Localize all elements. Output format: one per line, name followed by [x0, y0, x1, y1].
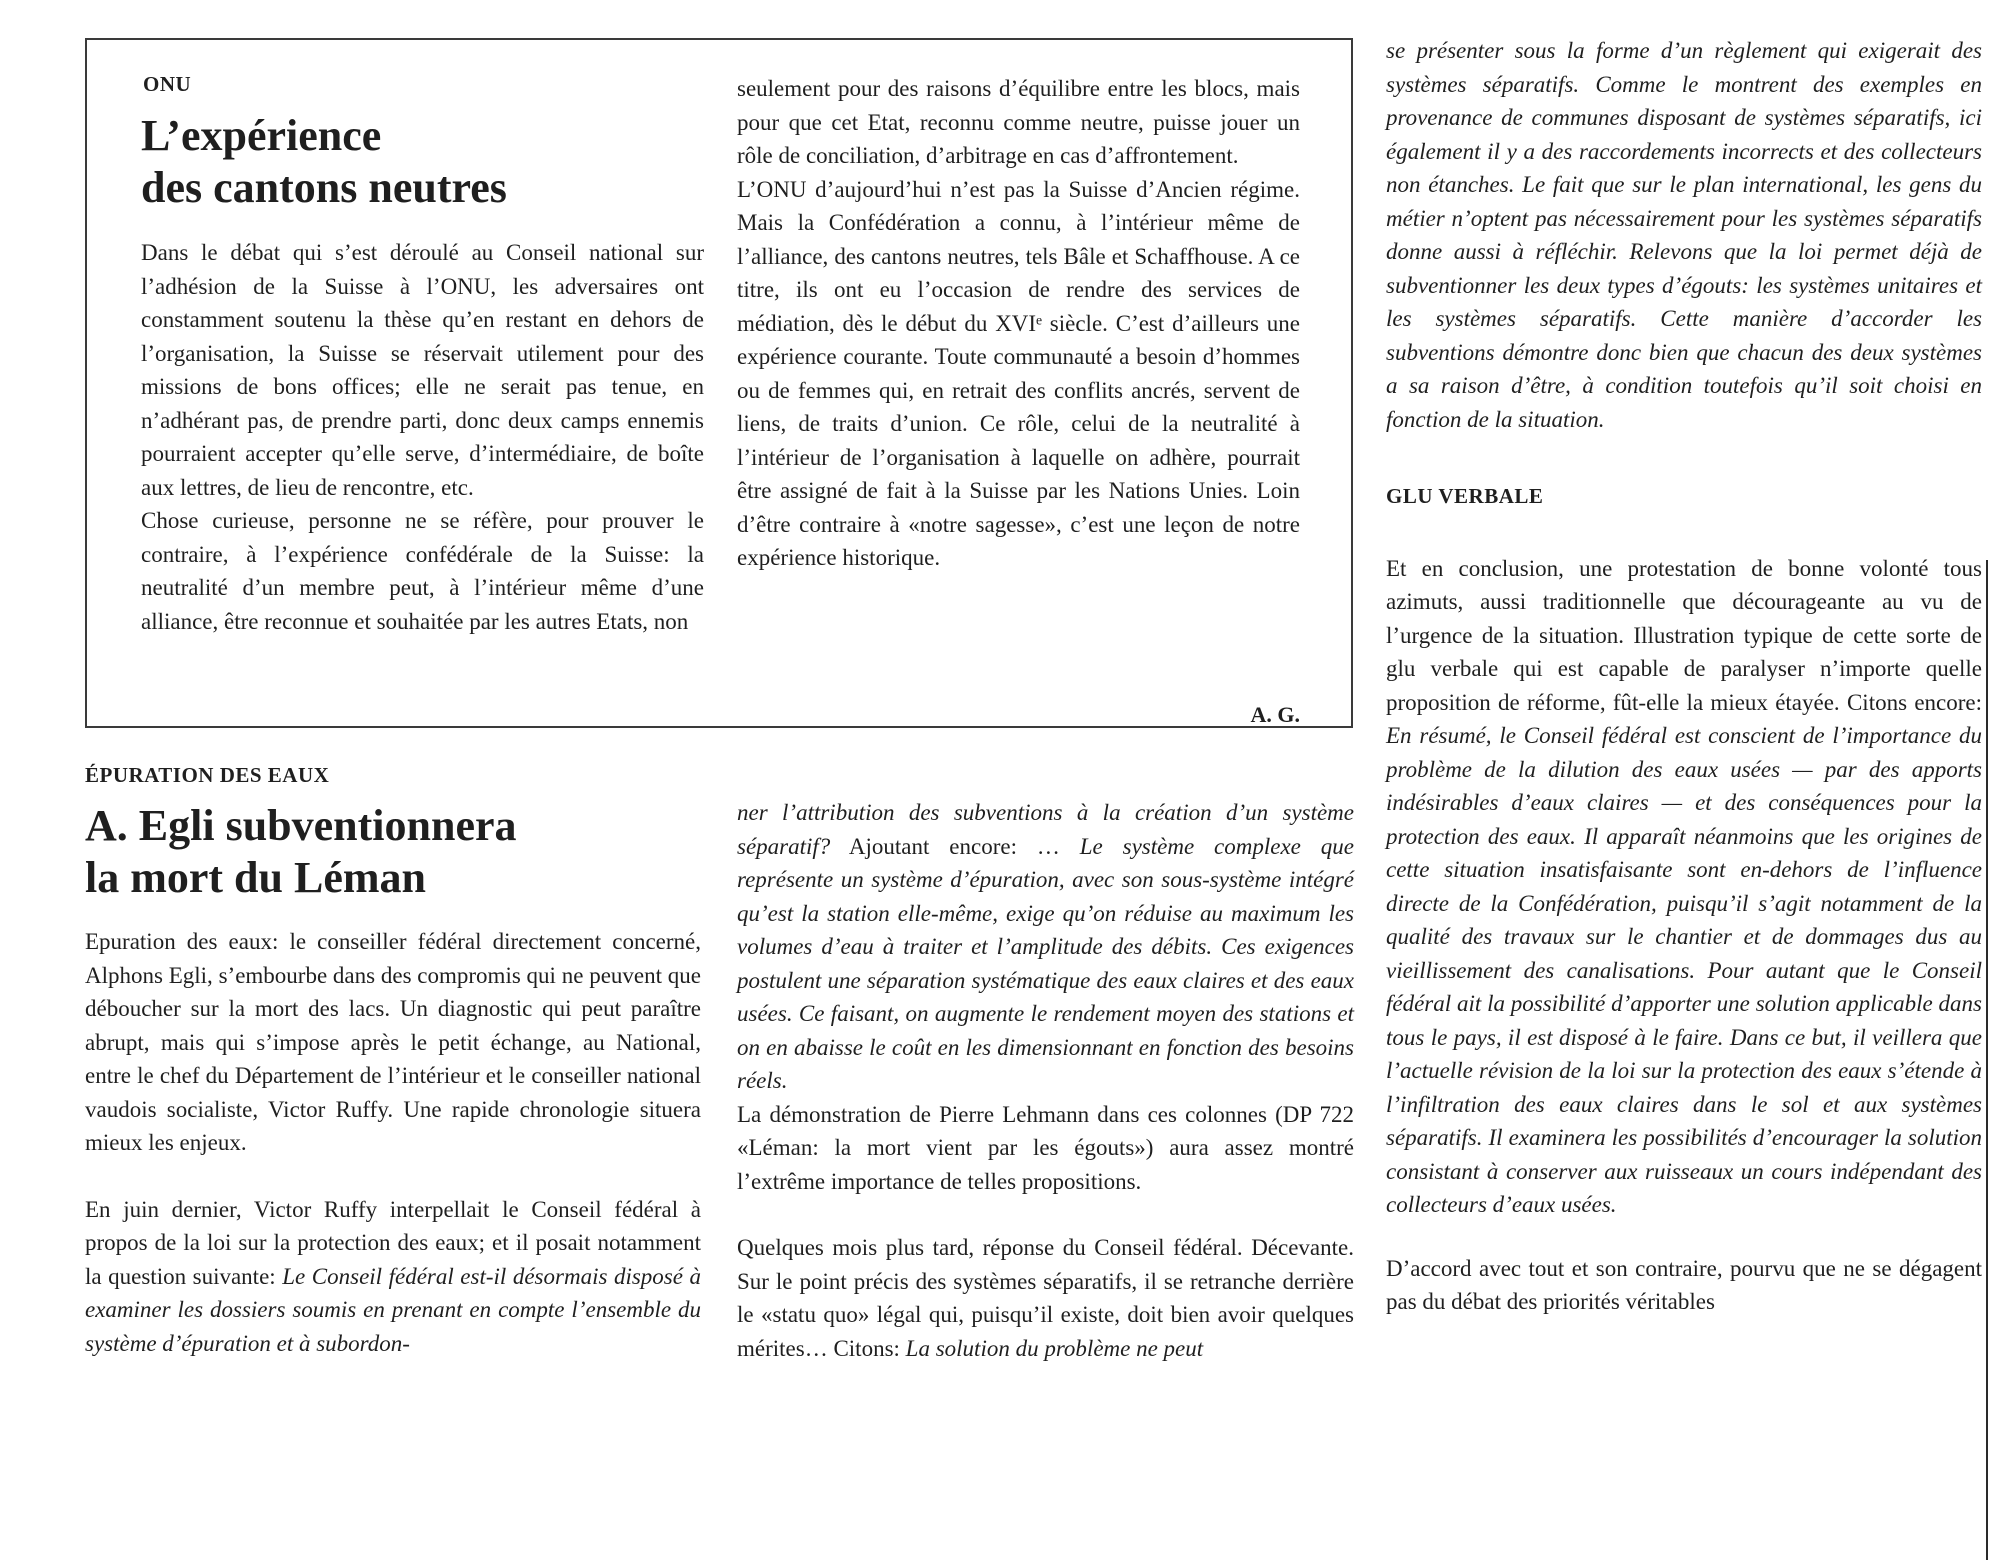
epuration-paragraph-5-italic: En résumé, le Conseil fédéral est conscient de l’importance du problème de la dilution des eaux usées — par des apports indésirables d’eaux claires — et des conséquences pour la protection des eaux. Il apparaît néanmoins que les origines de cette situation insatisfaisante sont en-dehors de l’influence directe de la Confédération, puisqu’il s’agit notamment de la qualité des travaux sur le chantier et de dommages dus au vieillissement des canalisations. Pour autant que le Conseil fédéral ait la possibilité d’apporter une solution applicable dans tous le pays, il est disposé à le faire. Dans ce but, il veillera que l’actuelle révision de la loi sur la protection des eaux s’étende à l’infiltration des eaux claires dans le sol et aux systèmes séparatifs. Il examinera les possibilités d’encourager la solution consistant à conserver aux ruisseaux un cours indépendant des collecteurs d’eaux usées. — [1386, 723, 1982, 1217]
epuration-paragraph-2-plain2: Ajoutant encore: … — [830, 833, 1080, 859]
onu-paragraph-2-part-b: seulement pour des raisons d’équilibre entre les blocs, mais pour que cet Etat, reconnu comme neutre, puisse jouer un rôle de conciliation, d’arbitrage en cas d’affrontement. — [737, 76, 1300, 168]
epuration-paragraph-4-part-b — [1386, 34, 1982, 436]
epuration-paragraph-1: Epuration des eaux: le conseiller fédéral directement concerné, Alphons Egli, s’embourbe dans des compromis qui ne peuvent que déboucher sur la mort des lacs. Un diagnostic qui peut paraître abrupt, mais qui s’impose après le petit échange, au National, entre le chef du Département de l’intérieur et le conseiller national vaudois socialiste, Victor Ruffy. Une rapide chronologie situera mieux les enjeux. — [85, 929, 701, 1155]
epuration-question-italic-b: ner l’attribution des subventions à la création d’un système séparatif? — [737, 800, 1354, 859]
onu-kicker: ONU — [143, 72, 192, 96]
epuration-paragraph-6: D’accord avec tout et son contraire, pourvu que ne se dégagent pas du débat des priorités véritables — [1386, 1255, 1982, 1314]
epuration-column-1 — [85, 925, 701, 1360]
epuration-kicker: ÉPURATION DES EAUX — [85, 763, 330, 787]
epuration-paragraph-4-plain: Quelques mois plus tard, réponse du Conseil fédéral. Décevante. Sur le point précis des systèmes séparatifs, il se retranche derrière le «statu quo» légal qui, puisqu’il existe, doit bien avoir quelques mérites… Citons: — [737, 1235, 1354, 1361]
onu-signature: A. G. — [1250, 702, 1300, 727]
right-column — [1386, 34, 1982, 1319]
epuration-paragraph-2-plain: En juin dernier, Victor Ruffy interpellait le Conseil fédéral à propos de la loi sur la protection des eaux; et il posait notamment la question suivante: — [85, 1196, 701, 1289]
epuration-paragraph-2-part-b — [737, 796, 1354, 1098]
page-edge-rule — [1986, 560, 1988, 1560]
epuration-column-2 — [737, 796, 1354, 1365]
epuration-paragraph-4-italic-a: La solution du problème ne peut — [905, 1335, 1204, 1361]
epuration-paragraph-3: La démonstration de Pierre Lehmann dans ces colonnes (DP 722 «Léman: la mort vient par les égouts») aura assez montré l’extrême importance de telles propositions. — [737, 1101, 1354, 1194]
onu-headline — [141, 110, 741, 214]
onu-column-2 — [737, 72, 1300, 575]
onu-headline-line2: des cantons neutres — [141, 163, 507, 212]
epuration-paragraph-5-plain: Et en conclusion, une protestation de bonne volonté tous azimuts, aussi traditionnelle que décourageante au vu de l’urgence de la situation. Illustration typique de cette sorte de glu verbale qui est capable de paralyser n’importe quelle proposition de réforme, fût-elle la mieux étayée. Citons encore: — [1386, 555, 1982, 715]
glu-verbale-kicker: GLU VERBALE — [1386, 484, 1544, 508]
onu-column-1 — [141, 236, 704, 638]
epuration-paragraph-2-part-a — [85, 1193, 701, 1361]
onu-paragraph-3: L’ONU d’aujourd’hui n’est pas la Suisse d’Ancien régime. Mais la Confédération a connu, à l’intérieur même de l’alliance, des cantons neutres, tels Bâle et Schaffhouse. A ce titre, ils ont eu l’occasion de rendre des services de médiation, dès le début du XVIᵉ siècle. C’est d’ailleurs une expérience courante. Toute communauté a besoin d’hommes ou de femmes qui, en retrait des conflits ancrés, servent de liens, de traits d’union. Ce rôle, celui de la neutralité à l’intérieur de l’organisation à laquelle on adhère, pourrait être assigné de fait à la Suisse par les Nations Unies. Loin d’être contraire à «notre sagesse», c’est une leçon de notre expérience historique. — [737, 176, 1300, 570]
epuration-question-italic-a: Le Conseil fédéral est-il désormais disposé à examiner les dossiers soumis en prenant en compte l’ensemble du système d’épuration et à subordon- — [85, 1263, 702, 1356]
epuration-paragraph-4-part-a — [737, 1231, 1354, 1365]
onu-paragraph-2-part-a: Chose curieuse, personne ne se réfère, pour prouver le contraire, à l’expérience confédérale de la Suisse: la neutralité d’un membre peut, à l’intérieur même d’une alliance, être reconnue et souhaitée par les autres Etats, non — [141, 508, 704, 634]
epuration-headline — [85, 800, 725, 904]
epuration-headline-line1: A. Egli subventionnera — [85, 801, 517, 850]
epuration-paragraph-4-italic-b: se présenter sous la forme d’un règlement qui exigerait des systèmes séparatifs. Comme le montrent des exemples en provenance de communes disposant de systèmes séparatifs, ici également il y a des raccordements incorrects et des collecteurs non étanches. Le fait que sur le plan international, les gens du métier n’optent pas nécessairement pour les systèmes séparatifs donne aussi à réfléchir. Relevons que la loi permet déjà de subventionner les deux types d’égouts: les systèmes unitaires et les systèmes séparatifs. Cette manière d’accorder les subventions démontre donc bien que chacun des deux systèmes a sa raison d’être, à condition toutefois qu’il soit choisi en fonction de la situation. — [1386, 38, 1982, 432]
epuration-paragraph-5 — [1386, 552, 1982, 1222]
onu-paragraph-1: Dans le débat qui s’est déroulé au Conseil national sur l’adhésion de la Suisse à l’ONU, les adversaires ont constamment soutenu la thèse qu’en restant en dehors de l’organisation, la Suisse se réservait utilement pour des missions de bons offices; elle ne serait pas tenue, en n’adhérant pas, de prendre parti, donc deux camps ennemis pourraient accepter qu’elle serve, d’intermédiaire, de boîte aux lettres, de lieu de rencontre, etc. — [141, 240, 704, 500]
onu-headline-line1: L’expérience — [141, 111, 382, 160]
epuration-quote-italic: Le système complexe que représente un système d’épuration, avec son sous-système intégré qu’est la station elle-même, exige qu’on réduise au maximum les volumes d’eau à traiter et l’amplitude des débits. Ces exigences postulent une séparation systématique des eaux claires et des eaux usées. Ce faisant, on augmente le rendement moyen des stations et on en abaisse le coût en les dimensionnant en fonction des besoins réels. — [737, 833, 1354, 1093]
epuration-headline-line2: la mort du Léman — [85, 853, 426, 902]
